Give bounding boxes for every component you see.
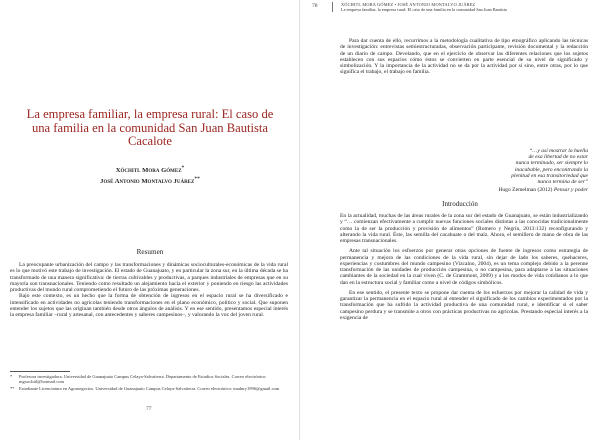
abstract-paragraph-2: Bajo este contexto, es un hecho que la forma de obtención de ingresos en el espacio rural se ha diversificado e intensificado en actividades no agrícolas teniendo transformaciones en el plano económico, político y social. Que suponen entender los sujetos que las originan también desde otros ángulos de análisis. Y en ese sentido, presentamos especial interés la empresa familiar –rural y artesanal, con antecedentes y saberes campesinos–, y valorando la voz del joven rural. <box>10 293 288 318</box>
footnote-1-text: Profesora investigadora. Universidad de Guanajuato Campus Celaya-Salvatierra. Departamento de Estudios Sociales. Correo electrónico: mgxochitl@hotmail.com <box>19 374 267 385</box>
epigraph-line-5: plenitud en esa transitoriedad que <box>511 172 588 179</box>
article-title: La empresa familiar, la empresa rural: El caso de una familia en la comunidad San Juan Bautista Cacalote <box>26 107 274 149</box>
right-page <box>300 0 600 440</box>
epigraph-line-2: de esa libertad de no estar <box>528 154 588 161</box>
author-1-name: Xóchitl Mora Gómez <box>115 167 182 175</box>
author-2-name: José Antonio Montalvo Juárez <box>100 178 195 186</box>
body-paragraph-1: En la actualidad, muchas de las áreas rurales de la zona sur del estado de Guanajuato, se están industrializando y “… comienzan efectivamente a cumplir nuevas funciones sociales distintas a las conocidas tradicionalmente como la de ser la producción y provisión de alimentos” (Romero y Negrín, 2013:132) reconfigurando y alterando la vida rural. Éste, las semilla del cacahuate o del maíz. Ahora, el semillero de mano de obra de las empresas transnacionales. <box>340 213 588 244</box>
author-1 <box>30 165 270 174</box>
abstract-paragraph-1: La preocupante urbanización del campo y las transformaciones y dinámicas socioculturales-económicas de la vida rural es lo que motivó este trabajo de investigación. El estado de Guanajuato, y en particular la zona sur, en la última década se ha transformado de una manera significativa: de tierras cultivables y productivas, a parques industriales de empresas que en su mayoría son transnacionales. Teniendo como resultado un alejamiento hacia el exterior y poniendo en riesgo las actividades productivas del mundo rural comprometiendo el futuro de las próximas generaciones. <box>10 262 288 293</box>
footnote-1 <box>10 374 288 385</box>
epigraph-author: Hugo Zemelman (2012) <box>498 187 553 194</box>
abstract-heading: Resumen <box>136 248 164 256</box>
page-number-right: 78 <box>312 3 318 9</box>
running-head-title: La empresa familiar, la empresa rural: El caso de una familia en la comunidad San Juan Bautista <box>341 7 507 13</box>
epigraph-line-1: “…y así mostrar la huella <box>529 148 588 154</box>
abstract-body <box>10 262 288 318</box>
footnotes <box>10 374 288 392</box>
introduction-body <box>340 213 588 321</box>
page-number-left: 77 <box>146 406 152 412</box>
footnote-2 <box>10 386 288 391</box>
epigraph-line-4: inacabable, pero encontrando la <box>514 166 588 173</box>
intro-text <box>340 38 588 76</box>
footnote-rule <box>10 371 70 372</box>
body-paragraph-2: Ante tal situación los esfuerzos por generar otras opciones de fuente de ingresos como estrategia de permanencia y mejora de las condiciones de la vida rural, sin dejar de lado los saberes, quehaceres, experiencias y costumbres del mundo campesino (Vizcaíno, 2004), es un tema complejo debido a la perenne transformación de las unidades de producción campesina, o no campesina, para adaptarse a las situaciones cambiantes de la sociedad en la cual viven (C. de Grammont, 2009) y a los modos de vida cotidianos a lo que dan en la estructura social y familiar como a nivel de códigos simbólicos. <box>340 248 588 286</box>
section-heading: Introducción <box>442 200 478 208</box>
footnote-1-mark: * <box>10 374 13 379</box>
epigraph-attribution <box>440 187 588 193</box>
epigraph-line-6: nunca termina de ser” <box>537 179 588 186</box>
epigraph-work: Pensar y poder <box>553 187 588 194</box>
running-head-authors: XÓCHITL MORA GÓMEZ • JOSÉ ANTONIO MONTALVO JUÁREZ <box>341 2 476 7</box>
body-paragraph-3: En ese sentido, el presente texto se propone dar cuenta de los esfuerzos por mejorar la calidad de vida y garantizar la permanencia en el espacio rural al entender el significado de los cambios experimentados por la transformación que ha sufrido la actividad productiva de una comunidad rural, e identificar si el saber campesino perdura y se transmite a otros con prácticas productivas no agrícolas. Prestando especial interés a la exigencia de <box>340 289 588 321</box>
epigraph <box>440 148 588 193</box>
epigraph-line-3: nunca terminado, ser siempre lo <box>515 160 588 167</box>
running-head <box>332 2 600 12</box>
author-1-mark: * <box>181 165 185 171</box>
footnote-2-text: Estudiante Licenciatura en Agronegocios. Universidad de Guanajuato Campus Celaya-Salvatierra. Correo electrónico: madury1996@gmail.com <box>19 385 280 391</box>
author-2 <box>30 176 270 185</box>
footnote-2-mark: ** <box>10 385 15 391</box>
author-2-mark: ** <box>194 176 200 182</box>
intro-paragraph: Para dar cuenta de ello, recurrimos a la metodología cualitativa de tipo etnográfico aplicando las técnicas de investigación: entrevistas semiestructuradas, observación participante, revisión documental y la redacción de un diario de campo. Develando, que en el ejercicio de observar las diferentes relaciones que los sujetos establecen con sus espacios cómo éstos se convierten en parte esencial de su nivel de significado y simbolización. Y la importancia de la actividad no se da por la actividad por sí sino, entre otras, por lo que significa el trabajo, el trabajo en familia. <box>340 38 588 76</box>
